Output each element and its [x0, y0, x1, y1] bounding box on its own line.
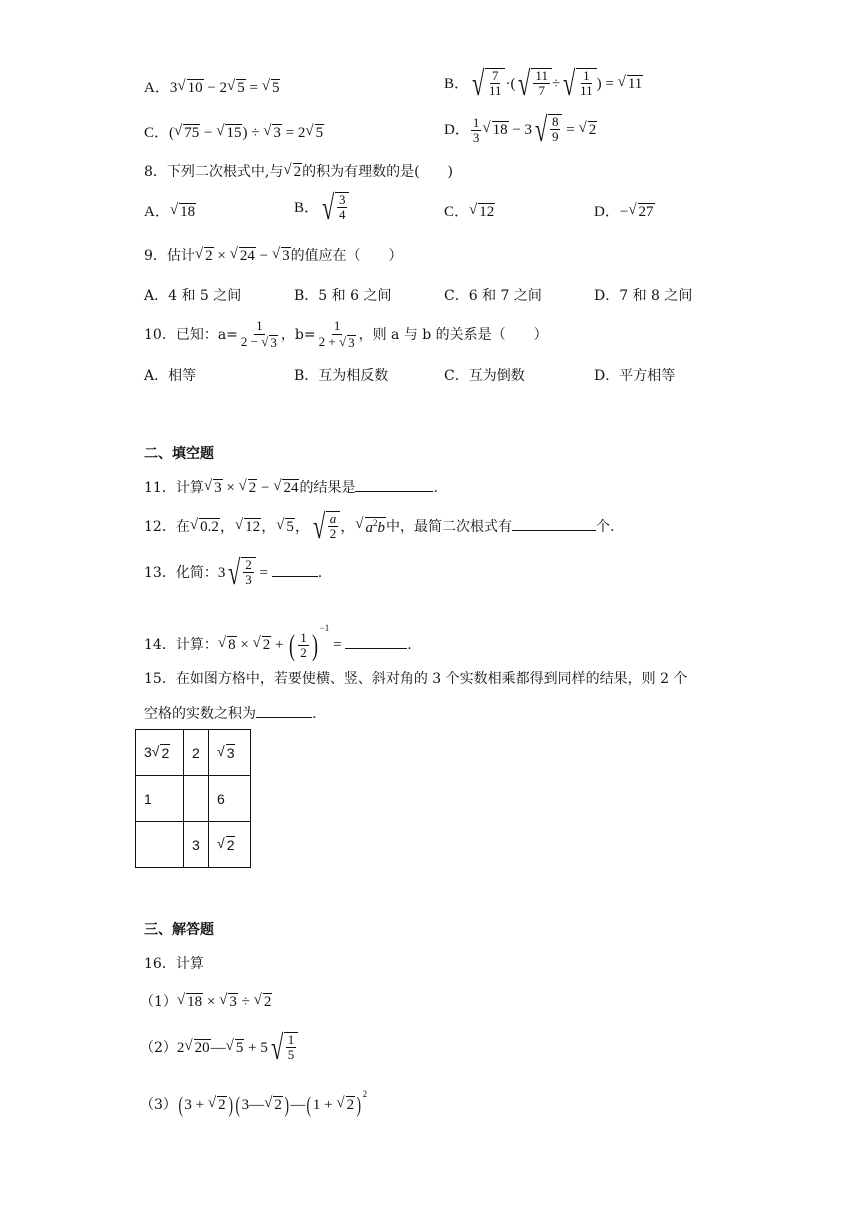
- q13: 13．化简：3 √ $\frac{2}{3}$ = .: [144, 554, 323, 593]
- q7-option-b: B． √ $\frac{7}{11}$ ·( √ $\frac{11}{7}$ ÷ √ $\frac{1}{11}$ ) = √ 11: [444, 65, 643, 103]
- q9-option-d: D．7 和 8 之间: [594, 288, 693, 304]
- grid-cell-r2c3: 6: [209, 776, 251, 822]
- q11-answer-blank[interactable]: [355, 490, 433, 492]
- q7-option-a: A．3 √ 10 − 2 √ 5 = √ 5: [144, 78, 280, 97]
- q14-answer-blank[interactable]: [345, 647, 407, 649]
- q15-line2: 空格的实数之积为 .: [144, 706, 317, 722]
- magic-square-grid: [135, 729, 251, 868]
- q9-stem: 9．估计 √ 2 × √ 24 − √ 3 的值应在（ ）: [144, 246, 403, 265]
- q7-option-d: D． $\frac{1}{3}$ √ 18 − 3 √ $\frac{8}{9}$ = √ 2: [444, 111, 597, 149]
- q10-option-d: D．平方相等: [594, 368, 676, 384]
- q9-option-a: A．4 和 5 之间: [144, 288, 242, 304]
- grid-cell-r3c2: 3: [184, 822, 209, 868]
- q15-answer-blank[interactable]: [256, 716, 312, 718]
- q11: 11．计算 √ 3 × √ 2 − √ 24 的结果是 .: [144, 478, 438, 497]
- grid-cell-r1c1: 3 √ 2: [136, 730, 184, 776]
- q16-part1: （1） √ 18 × √ 3 ÷ √ 2: [140, 992, 272, 1011]
- section-heading-fill-in: 二、填空题: [144, 446, 214, 462]
- q9-option-b: B．5 和 6 之间: [294, 288, 392, 304]
- q12: 12．在 √ 0.2 ， √ 12 ， √ 5 ， √ $\frac{a}{2}$ ， √ $a^2b$ 中，最简二次根式有 个.: [144, 508, 615, 547]
- grid-cell-r3c3: √ 2: [209, 822, 251, 868]
- q16-part2: （2）2 √ 20 — √ 5 + 5 √ $\frac{1}{5}$: [140, 1030, 298, 1066]
- grid-cell-r1c3: √ 3: [209, 730, 251, 776]
- q13-answer-blank[interactable]: [272, 575, 318, 577]
- q14: 14．计算： √ 8 × √ 2 + ( $\frac{1}{2}$ )$^{-1}$ = .: [144, 623, 412, 663]
- grid-cell-r3c1-empty[interactable]: [136, 822, 184, 868]
- q16-stem: 16．计算: [144, 956, 204, 972]
- grid-cell-r2c1: 1: [136, 776, 184, 822]
- q10-stem: 10．已知：a= 1 2 − √ 3 ，b= 1 2 + √ 3 ，则 a 与 b 的关系是（ ）: [144, 318, 548, 350]
- grid-cell-r1c2: 2: [184, 730, 209, 776]
- q16-part3: （3）( 3 + √ 2 ) ( 3— √ 2 ) —( 1 + √ 2 ) $^2$: [140, 1089, 368, 1118]
- q10-option-a: A．相等: [144, 368, 197, 384]
- q8-option-a: A． √ 18: [144, 202, 196, 221]
- q8-option-b: B． √ $\frac{3}{4}$: [294, 192, 349, 225]
- q10-option-b: B．互为相反数: [294, 368, 389, 384]
- q8-stem: 8．下列二次根式中,与 √ 2 的积为有理数的是( ): [144, 161, 454, 180]
- q7-option-c: C．( √ 75 − √ 15 ) ÷ √ 3 = 2 √ 5: [144, 123, 324, 142]
- q9-option-c: C．6 和 7 之间: [444, 288, 542, 304]
- grid-cell-r2c2-empty[interactable]: [184, 776, 209, 822]
- q8-option-d: D．− √ 27: [594, 202, 654, 221]
- q15-line1: 15．在如图方格中，若要使横、竖、斜对角的 3 个实数相乘都得到同样的结果，则 2 个: [144, 671, 688, 687]
- q8-option-c: C． √ 12: [444, 202, 495, 221]
- q12-answer-blank[interactable]: [512, 529, 596, 531]
- section-heading-solve: 三、解答题: [144, 922, 214, 938]
- q10-option-c: C．互为倒数: [444, 368, 525, 384]
